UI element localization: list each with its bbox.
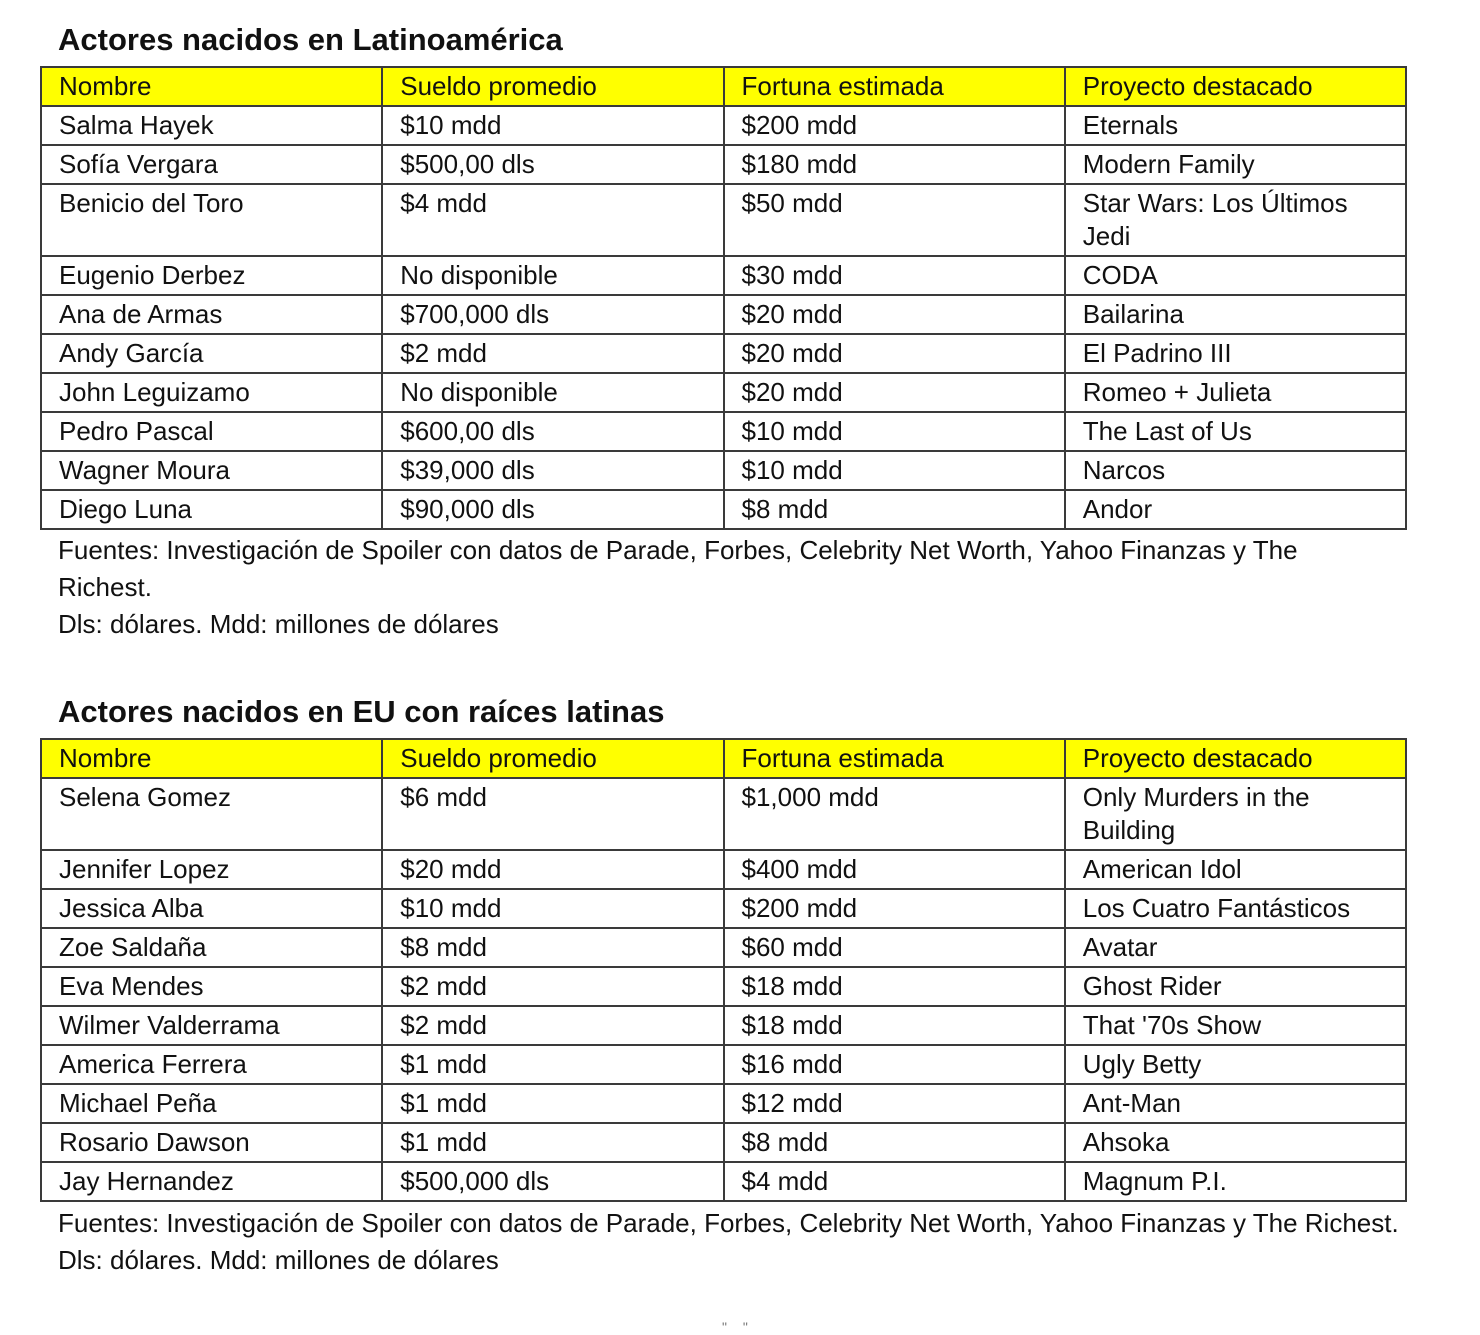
cell-sueldo: $2 mdd (382, 1006, 723, 1045)
cell-proyecto: Star Wars: Los Últimos Jedi (1065, 184, 1406, 256)
page-mark: " " (722, 1319, 754, 1335)
header-proyecto-destacado: Proyecto destacado (1065, 67, 1406, 106)
table-row (41, 106, 1406, 145)
header-fortuna-estimada: Fortuna estimada (724, 739, 1065, 778)
cell-proyecto: Avatar (1065, 928, 1406, 967)
cell-proyecto: El Padrino III (1065, 334, 1406, 373)
cell-fortuna: $20 mdd (724, 295, 1065, 334)
cell-sueldo: $20 mdd (382, 850, 723, 889)
table-row (41, 1123, 1406, 1162)
actors-table-eu-raices-latinas (40, 738, 1407, 1202)
cell-nombre: Ana de Armas (41, 295, 382, 334)
cell-fortuna: $4 mdd (724, 1162, 1065, 1201)
cell-sueldo: $90,000 dls (382, 490, 723, 529)
cell-sueldo: $6 mdd (382, 778, 723, 850)
header-proyecto-destacado: Proyecto destacado (1065, 739, 1406, 778)
table-row (41, 1162, 1406, 1201)
cell-nombre: Diego Luna (41, 490, 382, 529)
sources-note: Fuentes: Investigación de Spoiler con datos de Parade, Forbes, Celebrity Net Worth, Yahoo Finanzas y The Richest. (58, 1208, 1399, 1238)
cell-proyecto: American Idol (1065, 850, 1406, 889)
cell-fortuna: $12 mdd (724, 1084, 1065, 1123)
cell-sueldo: $39,000 dls (382, 451, 723, 490)
cell-nombre: Zoe Saldaña (41, 928, 382, 967)
cell-nombre: Salma Hayek (41, 106, 382, 145)
cell-fortuna: $1,000 mdd (724, 778, 1065, 850)
cell-sueldo: $500,00 dls (382, 145, 723, 184)
table-header-row (41, 739, 1406, 778)
cell-proyecto: Bailarina (1065, 295, 1406, 334)
cell-sueldo: $2 mdd (382, 334, 723, 373)
cell-fortuna: $30 mdd (724, 256, 1065, 295)
cell-nombre: John Leguizamo (41, 373, 382, 412)
table-row (41, 373, 1406, 412)
table-row (41, 490, 1406, 529)
header-sueldo-promedio: Sueldo promedio (382, 67, 723, 106)
cell-fortuna: $8 mdd (724, 1123, 1065, 1162)
sources-note: Fuentes: Investigación de Spoiler con datos de Parade, Forbes, Celebrity Net Worth, Yahoo Finanzas y The Richest. (58, 535, 1298, 602)
cell-proyecto: Magnum P.I. (1065, 1162, 1406, 1201)
cell-fortuna: $200 mdd (724, 106, 1065, 145)
cell-sueldo: $4 mdd (382, 184, 723, 256)
cell-fortuna: $20 mdd (724, 373, 1065, 412)
cell-sueldo: $8 mdd (382, 928, 723, 967)
table-row (41, 145, 1406, 184)
cell-fortuna: $10 mdd (724, 412, 1065, 451)
table-row (41, 295, 1406, 334)
header-nombre: Nombre (41, 739, 382, 778)
cell-nombre: Andy García (41, 334, 382, 373)
cell-proyecto: Andor (1065, 490, 1406, 529)
cell-nombre: Jennifer Lopez (41, 850, 382, 889)
cell-proyecto: CODA (1065, 256, 1406, 295)
cell-proyecto: Narcos (1065, 451, 1406, 490)
abbreviations-note: Dls: dólares. Mdd: millones de dólares (58, 609, 499, 639)
cell-fortuna: $200 mdd (724, 889, 1065, 928)
cell-fortuna: $400 mdd (724, 850, 1065, 889)
section-title-latinoamerica: Actores nacidos en Latinoamérica (58, 22, 563, 57)
cell-proyecto: Ahsoka (1065, 1123, 1406, 1162)
cell-sueldo: $1 mdd (382, 1123, 723, 1162)
table-row (41, 1006, 1406, 1045)
cell-nombre: Selena Gomez (41, 778, 382, 850)
cell-fortuna: $180 mdd (724, 145, 1065, 184)
table-row (41, 889, 1406, 928)
cell-proyecto: That '70s Show (1065, 1006, 1406, 1045)
table-row (41, 412, 1406, 451)
cell-sueldo: $700,000 dls (382, 295, 723, 334)
cell-fortuna: $18 mdd (724, 1006, 1065, 1045)
cell-sueldo: $1 mdd (382, 1045, 723, 1084)
cell-fortuna: $18 mdd (724, 967, 1065, 1006)
cell-proyecto: Modern Family (1065, 145, 1406, 184)
cell-nombre: Wagner Moura (41, 451, 382, 490)
table-row (41, 451, 1406, 490)
cell-fortuna: $8 mdd (724, 490, 1065, 529)
cell-proyecto: Eternals (1065, 106, 1406, 145)
cell-sueldo: No disponible (382, 256, 723, 295)
table-row (41, 928, 1406, 967)
cell-sueldo: $10 mdd (382, 106, 723, 145)
cell-proyecto: Romeo + Julieta (1065, 373, 1406, 412)
cell-nombre: Rosario Dawson (41, 1123, 382, 1162)
cell-fortuna: $16 mdd (724, 1045, 1065, 1084)
cell-proyecto: Ant-Man (1065, 1084, 1406, 1123)
header-nombre: Nombre (41, 67, 382, 106)
table-row (41, 850, 1406, 889)
cell-nombre: Michael Peña (41, 1084, 382, 1123)
cell-sueldo: $1 mdd (382, 1084, 723, 1123)
cell-fortuna: $20 mdd (724, 334, 1065, 373)
cell-proyecto: Ghost Rider (1065, 967, 1406, 1006)
cell-sueldo: $2 mdd (382, 967, 723, 1006)
table-row (41, 334, 1406, 373)
table-row (41, 1045, 1406, 1084)
table-row (41, 184, 1406, 256)
table-row (41, 778, 1406, 850)
header-sueldo-promedio: Sueldo promedio (382, 739, 723, 778)
section-title-eu-raices-latinas: Actores nacidos en EU con raíces latinas (58, 694, 665, 729)
table-header-row (41, 67, 1406, 106)
cell-nombre: Wilmer Valderrama (41, 1006, 382, 1045)
header-fortuna-estimada: Fortuna estimada (724, 67, 1065, 106)
table-row (41, 967, 1406, 1006)
cell-nombre: Pedro Pascal (41, 412, 382, 451)
cell-sueldo: No disponible (382, 373, 723, 412)
cell-proyecto: Ugly Betty (1065, 1045, 1406, 1084)
actors-table-latinoamerica (40, 66, 1407, 530)
abbreviations-note: Dls: dólares. Mdd: millones de dólares (58, 1245, 499, 1275)
cell-fortuna: $50 mdd (724, 184, 1065, 256)
cell-nombre: Eugenio Derbez (41, 256, 382, 295)
cell-nombre: Sofía Vergara (41, 145, 382, 184)
cell-proyecto: The Last of Us (1065, 412, 1406, 451)
cell-nombre: America Ferrera (41, 1045, 382, 1084)
table-row (41, 1084, 1406, 1123)
cell-sueldo: $500,000 dls (382, 1162, 723, 1201)
cell-fortuna: $10 mdd (724, 451, 1065, 490)
cell-nombre: Benicio del Toro (41, 184, 382, 256)
table-notes-eu-raices-latinas (58, 1205, 1452, 1279)
cell-proyecto: Los Cuatro Fantásticos (1065, 889, 1406, 928)
cell-nombre: Eva Mendes (41, 967, 382, 1006)
cell-nombre: Jay Hernandez (41, 1162, 382, 1201)
cell-sueldo: $600,00 dls (382, 412, 723, 451)
cell-nombre: Jessica Alba (41, 889, 382, 928)
table-row (41, 256, 1406, 295)
table-notes-latinoamerica (58, 532, 1368, 643)
cell-proyecto: Only Murders in the Building (1065, 778, 1406, 850)
cell-fortuna: $60 mdd (724, 928, 1065, 967)
cell-sueldo: $10 mdd (382, 889, 723, 928)
